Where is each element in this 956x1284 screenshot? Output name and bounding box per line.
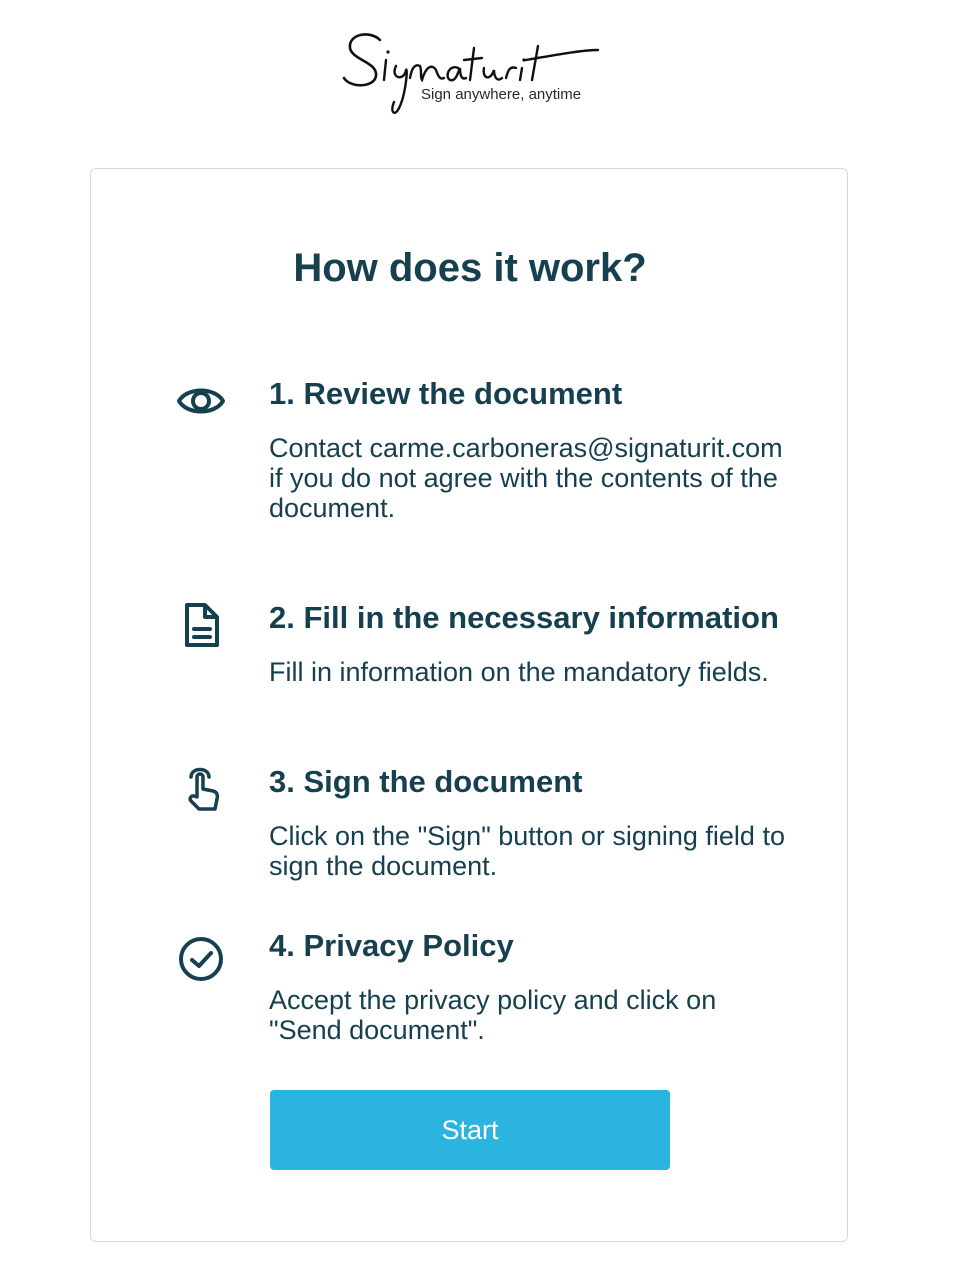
step-description: Fill in information on the mandatory fields.: [269, 657, 769, 687]
step-description: Accept the privacy policy and click on "Send document".: [269, 985, 717, 1045]
card-title: How does it work?: [293, 246, 647, 290]
step-heading: 2. Fill in the necessary information: [269, 600, 779, 635]
step-description: Click on the "Sign" button or signing field to sign the document.: [269, 821, 785, 881]
touch-hand-icon: [175, 763, 227, 815]
document-icon: [175, 599, 227, 651]
step-heading: 4. Privacy Policy: [269, 928, 514, 963]
step-heading: 3. Sign the document: [269, 764, 583, 799]
logo-tagline: Sign anywhere, anytime: [421, 86, 582, 103]
signaturit-logo: [340, 26, 610, 118]
start-button[interactable]: Start: [270, 1090, 670, 1170]
step-description: Contact carme.carboneras@signaturit.com if you do not agree with the contents of the document.: [269, 433, 783, 523]
eye-icon: [175, 375, 227, 427]
signaturit-wordmark-icon: [340, 26, 610, 118]
check-circle-icon: [175, 933, 227, 985]
how-it-works-card: [90, 168, 848, 1242]
step-heading: 1. Review the document: [269, 376, 623, 411]
